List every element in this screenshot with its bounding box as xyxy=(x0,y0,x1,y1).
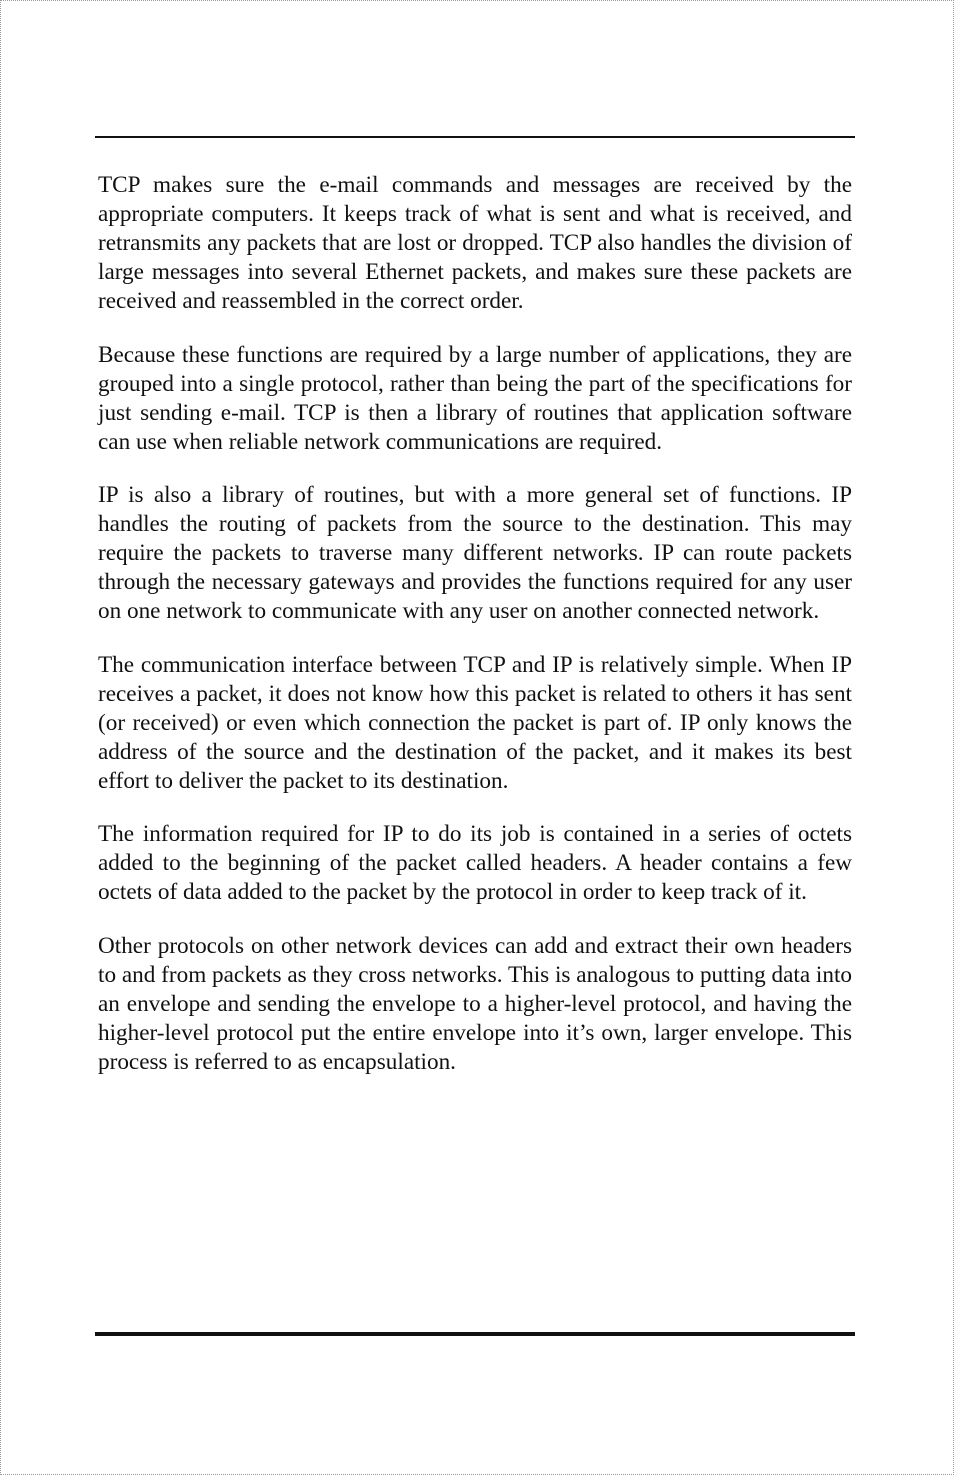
paragraph-ip-headers: The information required for IP to do its job is contained in a series of octets added to the beginning of the packet called headers. A header contains a few octets of data added to the packet by the protocol in order to keep track of it. xyxy=(98,821,852,905)
paragraph-ip-routing: IP is also a library of routines, but with a more general set of functions. IP handles the routing of packets from the source to the destination. This may require the packets to traverse many different networks. IP can route packets through the necessary gateways and provides the functions required for any user on one network to communicate with any user on another connected network. xyxy=(98,482,852,624)
footer-rule xyxy=(95,1332,855,1336)
paragraph-tcp-overview: TCP makes sure the e-mail commands and messages are received by the appropriate computers. It keeps track of what is sent and what is received, and retransmits any packets that are lost or dropped. TCP also handles the division of large messages into several Ethernet packets, and makes sure these packets are received and reassembled in the correct order. xyxy=(98,172,852,314)
header-rule xyxy=(95,136,855,138)
paragraph-tcp-library: Because these functions are required by a large number of applications, they are grouped into a single protocol, rather than being the part of the specifications for just sending e-mail. TCP is then a library of routines that application software can use when reliable network communications are required. xyxy=(98,341,852,455)
paragraph-tcp-ip-interface: The communication interface between TCP and IP is relatively simple. When IP receives a packet, it does not know how this packet is related to others it has sent (or received) or even which connection the packet is part of. IP only knows the address of the source and the destination of the packet, and it makes its best effort to deliver the packet to its destination. xyxy=(98,651,852,794)
body-text xyxy=(98,171,852,1077)
paragraph-encapsulation: Other protocols on other network devices can add and extract their own headers to and from packets as they cross networks. This is analogous to putting data into an envelope and sending the envelope to a higher-level protocol, and having the higher-level protocol put the entire envelope into it’s own, larger envelope. This process is referred to as encapsulation. xyxy=(98,932,852,1075)
